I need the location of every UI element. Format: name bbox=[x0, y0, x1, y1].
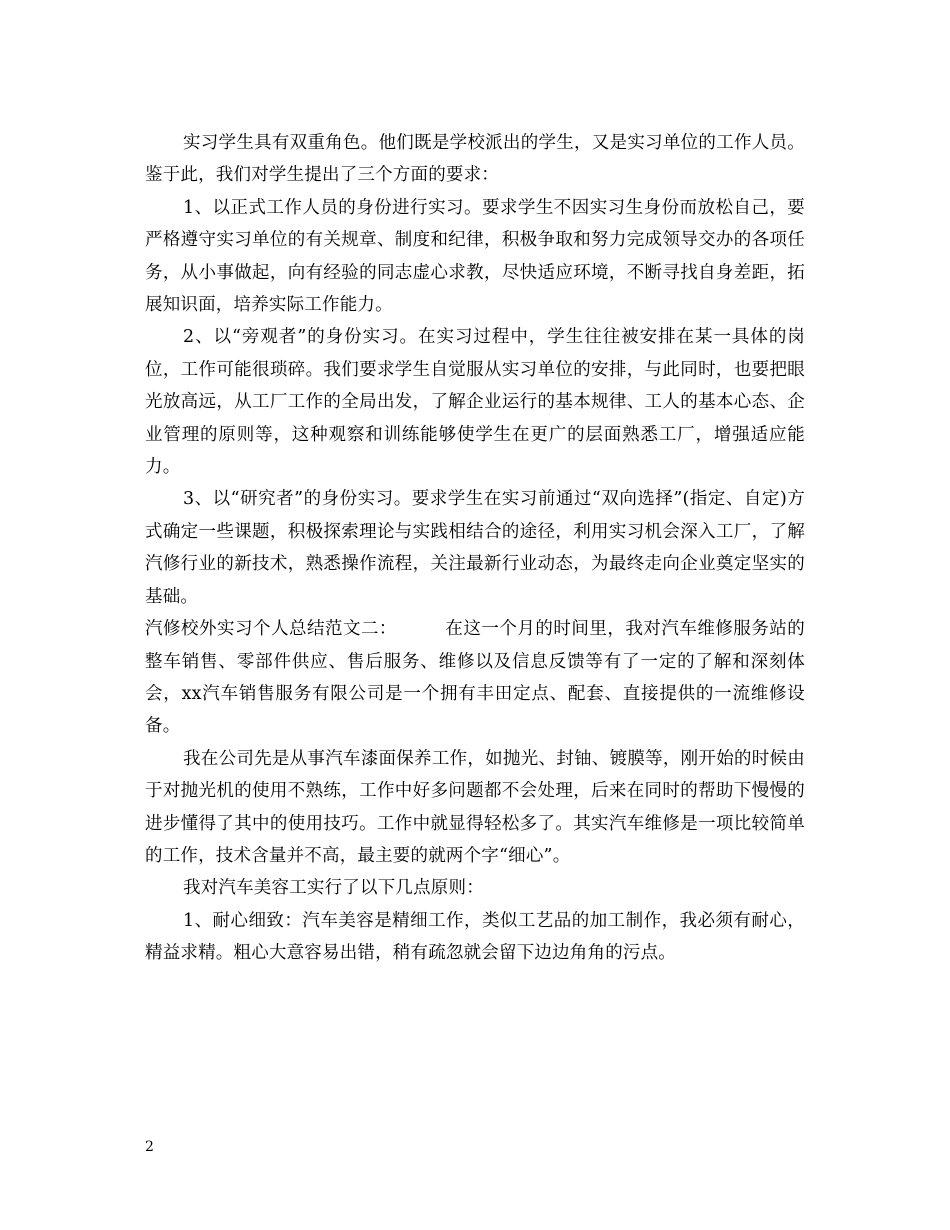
page-number: 2 bbox=[145, 1139, 154, 1155]
paragraph-principle-1: 1、耐心细致：汽车美容是精细工作，类似工艺品的加工制作，我必须有耐心，精益求精。粗心大意容易出错，稍有疏忽就会留下边边角角的污点。 bbox=[145, 910, 805, 964]
paragraph-requirement-3: 3、以“研究者”的身份实习。要求学生在实习前通过“双向选择”(指定、自定)方式确定一些课题，积极探索理论与实践相结合的途径，利用实习机会深入工厂，了解汽修行业的新技术，熟悉操作流程，关注最新行业动态，为最终走向企业奠定坚实的基础。 bbox=[145, 489, 805, 607]
paragraph-principles-intro: 我对汽车美容工实行了以下几点原则： bbox=[183, 878, 484, 899]
paragraph-requirement-2: 2、以“旁观者”的身份实习。在实习过程中，学生往往被安排在某一具体的岗位，工作可能很琐碎。我们要求学生自觉服从实习单位的安排，与此同时，也要把眼光放高远，从工厂工作的全局出发，了解企业运行的基本规律、工人的基本心态、企业管理的原则等，这种观察和训练能够使学生在更广的层面熟悉工厂，增强适应能力。 bbox=[145, 327, 805, 478]
paragraph-requirement-1: 1、以正式工作人员的身份进行实习。要求学生不因实习生身份而放松自己，要严格遵守实习单位的有关规章、制度和纪律，积极争取和努力完成领导交办的各项任务，从小事做起，向有经验的同志虚心求教，尽快适应环境，不断寻找自身差距，拓展知识面，培养实际工作能力。 bbox=[145, 197, 805, 316]
document-body bbox=[145, 127, 805, 970]
paragraph-intro: 实习学生具有双重角色。他们既是学校派出的学生，又是实习单位的工作人员。鉴于此，我们对学生提出了三个方面的要求： bbox=[145, 133, 805, 186]
paragraph-sample-two: 汽修校外实习个人总结范文二： 在这一个月的时间里，我对汽车维修服务站的整车销售、零部件供应、售后服务、维修以及信息反馈等有了一定的了解和深刻体会，xx汽车销售服务有限公司是一个拥有丰田定点、配套、直接提供的一流维修设备。 bbox=[145, 619, 805, 737]
paragraph-work-experience: 我在公司先是从事汽车漆面保养工作，如抛光、封铀、镀膜等，刚开始的时候由于对抛光机的使用不熟练，工作中好多问题都不会处理，后来在同时的帮助下慢慢的进步懂得了其中的使用技巧。工作中就显得轻松多了。其实汽车维修是一项比较简单的工作，技术含量并不高，最主要的就两个字“细心”。 bbox=[145, 748, 805, 866]
